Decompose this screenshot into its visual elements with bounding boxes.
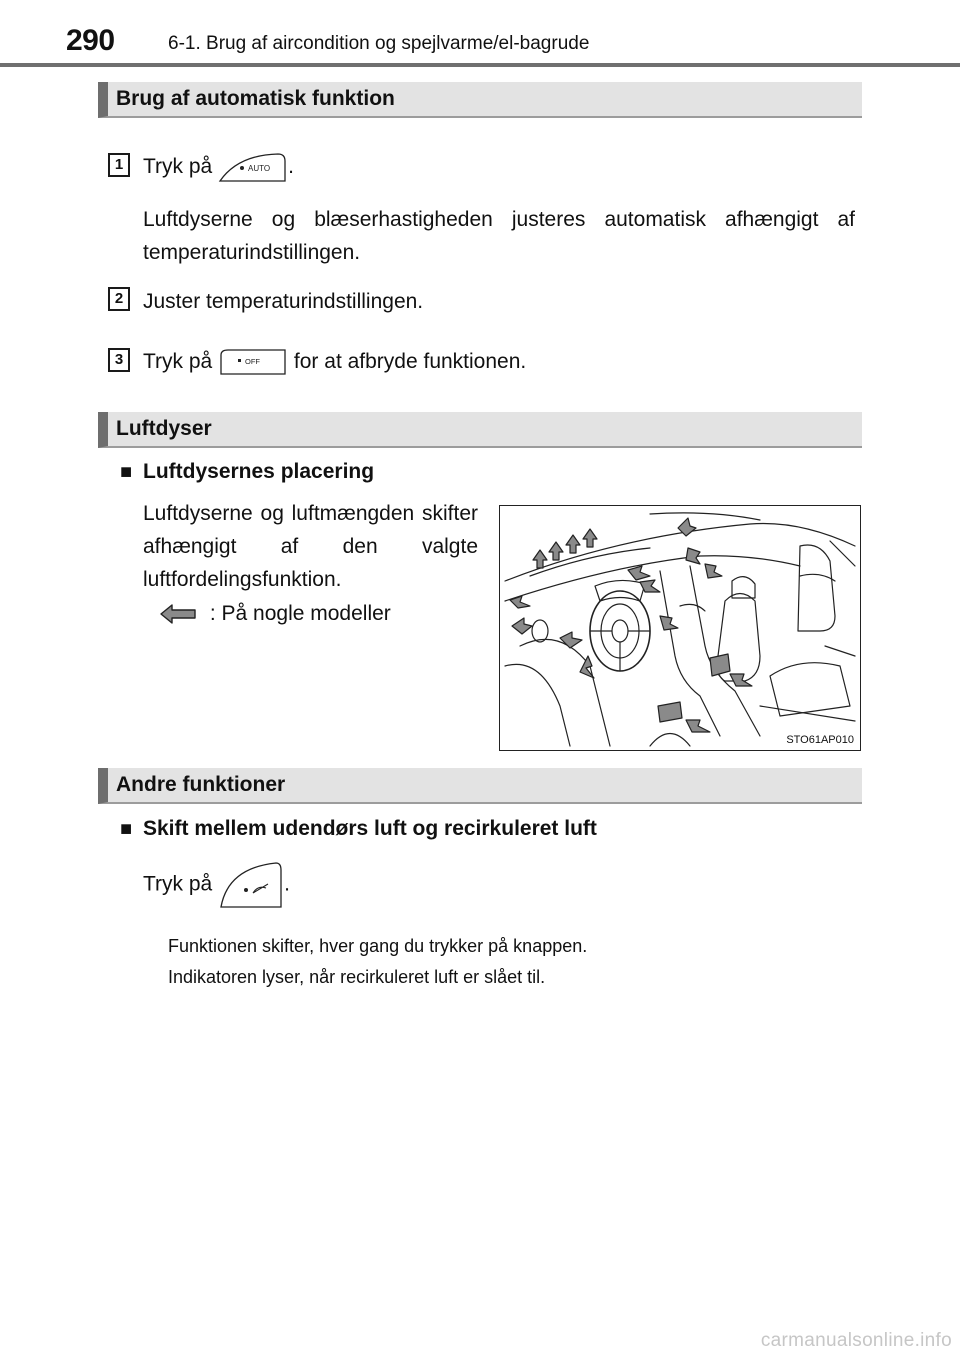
bullet-recirc: ■ bbox=[120, 818, 133, 840]
recirc-press-text: Tryk på bbox=[143, 872, 213, 896]
step-3-text-before: Tryk på bbox=[143, 350, 213, 373]
page-number: 290 bbox=[66, 24, 115, 57]
subheading-recirculation: Skift mellem udendørs luft og recirkuleret luft bbox=[143, 817, 597, 840]
optional-vent-arrow-icon bbox=[158, 602, 198, 626]
vent-location-figure bbox=[499, 505, 861, 751]
step-3-text-after: for at afbryde funktionen. bbox=[293, 350, 527, 373]
bullet-vents: ■ bbox=[120, 461, 133, 483]
auto-key-label: AUTO bbox=[248, 164, 271, 174]
section-title-auto: Brug af automatisk funktion bbox=[116, 87, 395, 110]
off-button-icon bbox=[218, 347, 288, 377]
section-bar-vents bbox=[98, 412, 862, 448]
vents-legend bbox=[158, 597, 478, 630]
section-bar-other bbox=[98, 768, 862, 804]
auto-button-icon bbox=[218, 151, 288, 183]
recirc-note-1: Funktionen skifter, hver gang du trykker på knappen. bbox=[168, 936, 588, 956]
step-1-line bbox=[143, 150, 863, 183]
step-1-text-before: Tryk på bbox=[143, 155, 213, 178]
recirculation-button-icon bbox=[218, 860, 284, 910]
subheading-vent-location: Luftdysernes placering bbox=[143, 460, 375, 483]
off-key-label: OFF bbox=[245, 357, 261, 367]
section-title-other: Andre funktioner bbox=[116, 773, 286, 796]
section-bar-auto bbox=[98, 82, 862, 118]
recirc-note-2: Indikatoren lyser, når recirkuleret luft er slået til. bbox=[168, 967, 546, 987]
section-title-vents: Luftdyser bbox=[116, 417, 212, 440]
step-badge-1: 1 bbox=[108, 153, 130, 177]
step-3-line bbox=[143, 345, 863, 378]
step-2-text: Juster temperaturindstillingen. bbox=[143, 290, 424, 313]
chapter-title: 6-1. Brug af aircondition og spejlvarme/el-bagrude bbox=[168, 33, 590, 54]
step-1-detail: Luftdyserne og blæserhastigheden justeres automatisk afhængigt af temperaturindstillingen. bbox=[143, 208, 855, 264]
step-badge-2: 2 bbox=[108, 287, 130, 311]
step-badge-3: 3 bbox=[108, 348, 130, 372]
recirc-press-after: . bbox=[284, 872, 290, 896]
figure-code: STO61AP010 bbox=[786, 734, 854, 746]
header-rule bbox=[0, 63, 960, 67]
watermark: carmanualsonline.info bbox=[760, 1330, 952, 1351]
step-1-text-after: . bbox=[288, 155, 294, 178]
vents-legend-text: : På nogle modeller bbox=[209, 602, 391, 625]
car-interior-illustration bbox=[500, 506, 859, 749]
recirc-press-line bbox=[143, 860, 543, 910]
vents-body: Luftdyserne og luftmængden skifter afhængigt af den valgte luftfordelingsfunktion. bbox=[143, 502, 478, 591]
